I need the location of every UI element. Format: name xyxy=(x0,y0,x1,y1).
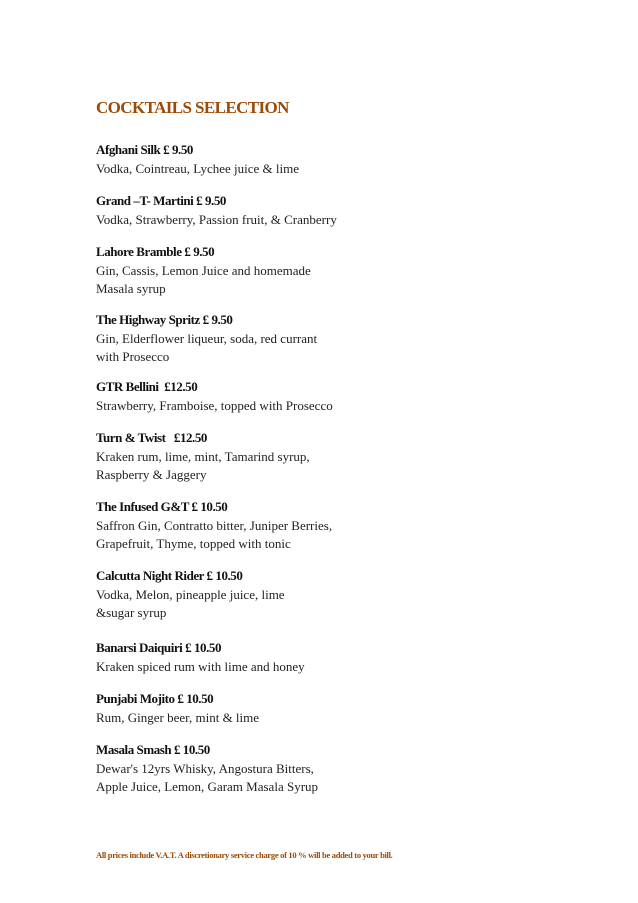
item-name: GTR Bellini £12.50 xyxy=(96,379,198,394)
item-description xyxy=(96,586,536,621)
menu-item xyxy=(96,742,536,795)
item-description-line: with Prosecco xyxy=(96,348,170,364)
item-description xyxy=(96,160,536,178)
item-description-line: Saffron Gin, Contratto bitter, Juniper Berries, xyxy=(96,518,333,533)
item-description xyxy=(96,397,536,415)
item-description-line: Masala syrup xyxy=(96,280,166,296)
price-footnote: All prices include V.A.T. A discretionary service charge of 10 % will be added to your bill. xyxy=(96,850,393,860)
item-description-line: Rum, Ginger beer, mint & lime xyxy=(96,710,260,725)
item-description-line: Apple Juice, Lemon, Garam Masala Syrup xyxy=(96,778,319,794)
item-name: Banarsi Daiquiri £ 10.50 xyxy=(96,640,221,655)
item-description xyxy=(96,262,536,297)
item-name: The Infused G&T £ 10.50 xyxy=(96,499,228,514)
menu-item xyxy=(96,691,536,727)
menu-title: COCKTAILS SELECTION xyxy=(96,98,289,117)
menu-item xyxy=(96,193,536,229)
menu-item xyxy=(96,640,536,676)
menu-item xyxy=(96,244,536,297)
item-description xyxy=(96,330,536,365)
item-name: Masala Smash £ 10.50 xyxy=(96,742,210,757)
item-description xyxy=(96,760,536,795)
item-description xyxy=(96,448,536,483)
item-description xyxy=(96,211,536,229)
menu-item xyxy=(96,430,536,483)
item-description-line: Vodka, Strawberry, Passion fruit, & Cranberry xyxy=(96,212,337,227)
item-description-line: Grapefruit, Thyme, topped with tonic xyxy=(96,535,291,551)
item-name: Grand –T- Martini £ 9.50 xyxy=(96,193,226,208)
item-description-line: Gin, Cassis, Lemon Juice and homemade xyxy=(96,263,311,278)
item-description-line: Kraken spiced rum with lime and honey xyxy=(96,659,305,674)
item-name: Afghani Silk £ 9.50 xyxy=(96,142,193,157)
item-description-line: Strawberry, Framboise, topped with Prosecco xyxy=(96,398,333,413)
item-description-line: Raspberry & Jaggery xyxy=(96,466,207,482)
item-description-line: Gin, Elderflower liqueur, soda, red currant xyxy=(96,331,318,346)
menu-item xyxy=(96,568,536,621)
menu-item xyxy=(96,312,536,365)
item-description xyxy=(96,658,536,676)
item-description xyxy=(96,709,536,727)
item-name: Turn & Twist £12.50 xyxy=(96,430,207,445)
item-description-line: Vodka, Melon, pineapple juice, lime xyxy=(96,587,285,602)
item-name: The Highway Spritz £ 9.50 xyxy=(96,312,233,327)
menu-item xyxy=(96,379,536,415)
item-name: Lahore Bramble £ 9.50 xyxy=(96,244,215,259)
item-description-line: Dewar's 12yrs Whisky, Angostura Bitters, xyxy=(96,761,314,776)
item-name: Punjabi Mojito £ 10.50 xyxy=(96,691,214,706)
item-description-line: Kraken rum, lime, mint, Tamarind syrup, xyxy=(96,449,310,464)
item-description xyxy=(96,517,536,552)
menu-item xyxy=(96,142,536,178)
menu-item xyxy=(96,499,536,552)
item-name: Calcutta Night Rider £ 10.50 xyxy=(96,568,243,583)
item-description-line: &sugar syrup xyxy=(96,604,167,620)
item-description-line: Vodka, Cointreau, Lychee juice & lime xyxy=(96,161,300,176)
